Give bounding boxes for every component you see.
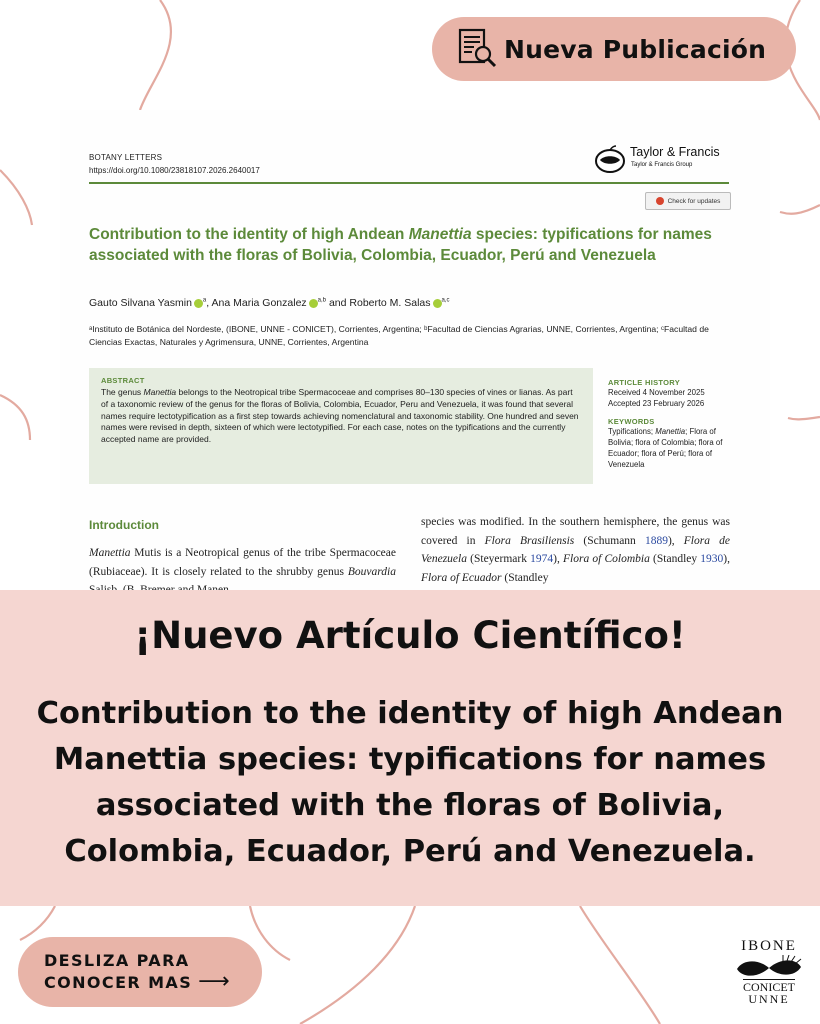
accepted-date: Accepted 23 February 2026: [608, 399, 705, 408]
cta-line: DESLIZA PARA: [44, 951, 190, 970]
citation-year[interactable]: 1889: [644, 534, 668, 547]
intro-genus: Bouvardia: [347, 565, 396, 578]
title-part: Contribution to the identity of high Andean: [89, 226, 409, 243]
author-name: Gauto Silvana Yasmin: [89, 297, 192, 309]
orcid-icon[interactable]: [433, 299, 442, 308]
paper-title: [89, 224, 739, 266]
crossmark-icon: [656, 197, 664, 205]
intro-part: ),: [667, 534, 684, 547]
logo-bottom-text: UNNE: [748, 992, 790, 1006]
intro-part: (Standley: [649, 553, 701, 565]
keyword-part: ; Flora of Bolivia; flora of Colombia; flora of Ecuador; flora of Perú; flora of Venezuela: [608, 427, 723, 469]
check-updates-label: Check for updates: [667, 197, 721, 205]
abstract-part: The genus: [101, 387, 144, 397]
keywords-heading: KEYWORDS: [608, 417, 655, 426]
announcement-heading: ¡Nuevo Artículo Científico!: [134, 614, 686, 657]
logo-bottom-text: CONICET: [743, 980, 795, 994]
author-sup: a,c: [441, 297, 450, 304]
title-genus: Manettia: [408, 226, 472, 243]
publisher-lamp-icon: [592, 143, 628, 175]
intro-genus: Manettia: [89, 547, 131, 559]
flora-title: Flora Brasiliensis: [484, 534, 575, 547]
cta-line: CONOCER MAS: [44, 973, 193, 992]
publisher-group: Taylor & Francis Group: [631, 162, 693, 168]
flora-title: Flora of Colombia: [563, 553, 650, 565]
article-history-heading: ARTICLE HISTORY: [608, 378, 681, 387]
ibone-logo: [726, 938, 812, 1014]
author-sup: a: [202, 297, 207, 304]
orcid-icon[interactable]: [309, 299, 318, 308]
flora-title: Flora de Venezuela: [421, 534, 730, 565]
author-name: Roberto M. Salas: [349, 297, 431, 309]
check-updates-button[interactable]: [645, 192, 731, 210]
author-sup: a,b: [317, 297, 327, 304]
header-rule: [89, 182, 729, 184]
swipe-cta-button[interactable]: [18, 937, 262, 1007]
document-search-icon: [454, 26, 500, 72]
intro-part: ),: [553, 553, 564, 565]
intro-part: Mutis is a Neotropical genus of the tribe Spermacoceae (Rubiaceae). It is closely related to the shrubby genus: [89, 547, 396, 578]
received-date: Received 4 November 2025: [608, 388, 705, 397]
new-publication-badge: [432, 17, 796, 81]
journal-name: BOTANY LETTERS: [89, 153, 163, 162]
logo-top-text: IBONE: [741, 938, 797, 954]
introduction-right-column: [421, 513, 730, 587]
citation-year[interactable]: 1974: [530, 553, 554, 565]
announcement-title: Contribution to the identity of high Andean Manettia species: typifications for names associated with the floras of Bolivia, Colombia, Ecuador, Perú and Venezuela.: [36, 696, 784, 869]
abstract-text: [101, 387, 581, 446]
author-conjunction: and: [328, 297, 347, 309]
intro-part: ),: [723, 553, 730, 565]
intro-part: (Steyermark: [466, 553, 531, 565]
intro-part: (Schumann: [574, 534, 645, 547]
arrow-right-icon: ⟶: [198, 968, 230, 994]
author-name: Ana Maria Gonzalez: [211, 297, 307, 309]
publisher-name: Taylor & Francis: [630, 145, 720, 159]
keyword-part: Typifications;: [608, 427, 656, 436]
article-meta-column: [608, 378, 733, 470]
badge-label: Nueva Publicación: [504, 34, 767, 64]
cta-text: [44, 950, 192, 994]
authors-line: Gauto Silvana Yasmin $^a$, Ana Maria Gonzalez $^{a,b}$ and Roberto M. Salas $^{a,c}$: [89, 297, 450, 309]
keyword-genus: Manettia: [655, 427, 686, 436]
abstract-part: belongs to the Neotropical tribe Spermacoceae and comprises 80–130 species of vines or lianas. As part of a taxonomic review of the genus for the floras of Bolivia, Colombia, Ecuador, Peru and Venezuela, it was found that several names require lectotypification as a first step towards achieving nomenclatural and taxonomic stability. One hundred and seven names were revised in depth, sixteen of which were lectotypified. For each case, notes on the typifications and the currently accepted name are provided.: [101, 387, 579, 445]
orcid-icon[interactable]: [194, 299, 203, 308]
title-part: species: typifications for names associated with the floras of Bolivia, Colombia, Ecuador, Perú and Venezuela: [89, 226, 712, 264]
doi-link[interactable]: https://doi.org/10.1080/23818107.2026.2640017: [89, 166, 260, 175]
abstract-box: [89, 368, 593, 484]
introduction-heading: Introduction: [89, 518, 159, 532]
intro-part: (Standley: [501, 571, 549, 584]
abstract-genus: Manettia: [143, 387, 177, 397]
citation-year[interactable]: 1930: [700, 553, 724, 565]
abstract-heading: ABSTRACT: [101, 376, 145, 385]
keywords-list: [608, 426, 733, 470]
affiliations: ᵃInstituto de Botánica del Nordeste, (IBONE, UNNE - CONICET), Corrientes, Argentina; ᵇFacultad de Ciencias Agrarias, UNNE, Corrientes, Argentina; ᶜFacultad de Ciencias Exactas, Naturales y Agrimensura, UNNE, Corrientes, Argentina: [89, 324, 709, 347]
intro-part: species was modified. In the southern hemisphere, the genus was covered in: [421, 516, 730, 547]
paper-preview: [60, 110, 770, 610]
flora-title: Flora of Ecuador: [421, 571, 502, 584]
infinity-sun-icon: [729, 955, 809, 981]
announcement-band: [0, 590, 820, 906]
